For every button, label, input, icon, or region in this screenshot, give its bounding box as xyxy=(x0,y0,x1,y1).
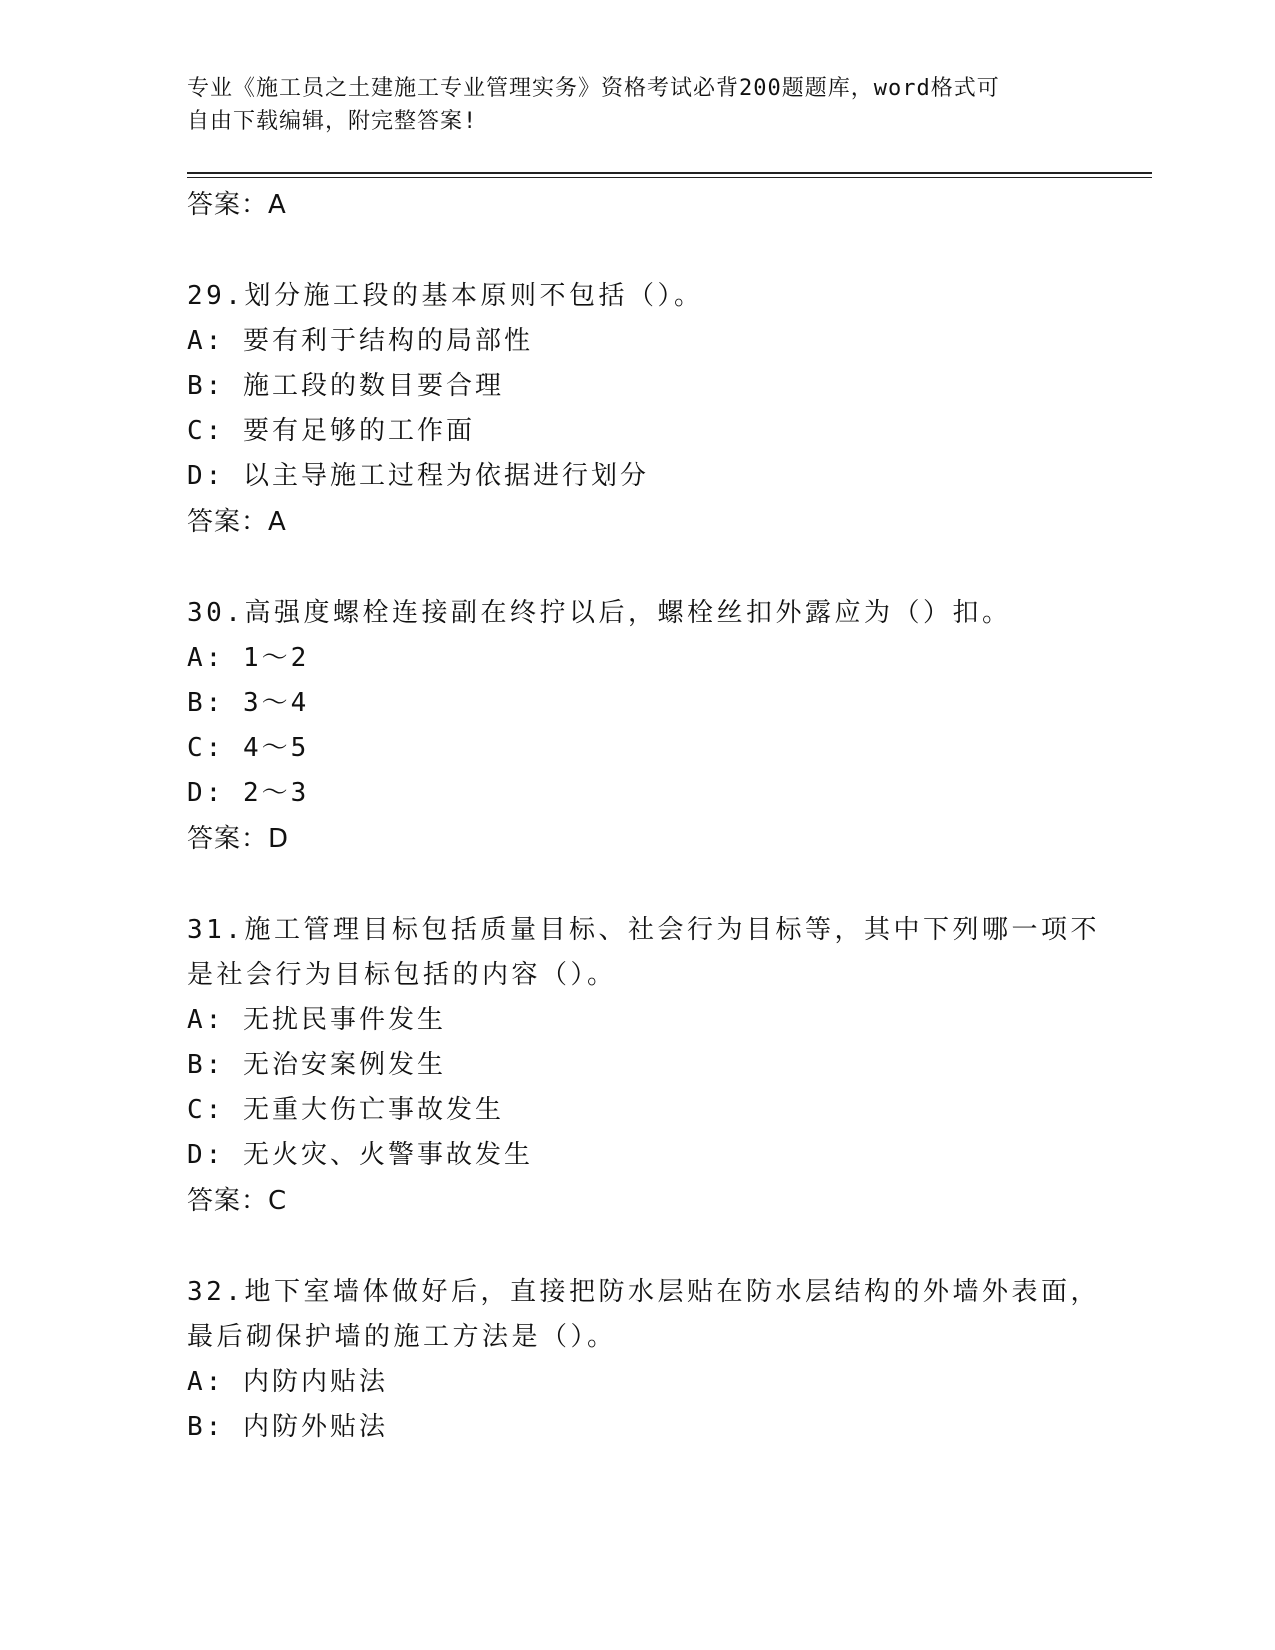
question-stem-line-1: 31.施工管理目标包括质量目标、社会行为目标等，其中下列哪一项不 xyxy=(187,915,1100,945)
question-stem-line-1: 32.地下室墙体做好后，直接把防水层贴在防水层结构的外墙外表面， xyxy=(187,1277,1100,1307)
option-a: A: 1～2 xyxy=(187,643,310,673)
option-b: B: 3～4 xyxy=(187,688,310,718)
option-a: A: 无扰民事件发生 xyxy=(187,1005,446,1035)
question-stem: 29.划分施工段的基本原则不包括（）。 xyxy=(187,281,704,311)
question-29 xyxy=(187,274,1152,545)
answer-29: 答案：A xyxy=(187,507,287,537)
question-30 xyxy=(187,591,1152,862)
option-c: C: 要有足够的工作面 xyxy=(187,416,475,446)
option-d: D: 无火灾、火警事故发生 xyxy=(187,1140,533,1170)
header-divider xyxy=(187,172,1152,178)
option-a: A: 要有利于结构的局部性 xyxy=(187,326,533,356)
question-stem-line-2: 是社会行为目标包括的内容（）。 xyxy=(187,960,617,990)
document-header-line-1: 专业《施工员之土建施工专业管理实务》资格考试必背200题题库，word格式可 xyxy=(187,76,1000,101)
question-32 xyxy=(187,1270,1152,1450)
option-a: A: 内防内贴法 xyxy=(187,1367,388,1397)
question-stem: 30.高强度螺栓连接副在终拧以后，螺栓丝扣外露应为（）扣。 xyxy=(187,598,1012,628)
option-d: D: 2～3 xyxy=(187,778,310,808)
option-b: B: 内防外贴法 xyxy=(187,1412,388,1442)
option-d: D: 以主导施工过程为依据进行划分 xyxy=(187,461,649,491)
document-page xyxy=(187,72,1152,1450)
answer-31: 答案：C xyxy=(187,1186,288,1216)
option-b: B: 无治安案例发生 xyxy=(187,1050,446,1080)
question-stem-line-2: 最后砌保护墙的施工方法是（）。 xyxy=(187,1322,617,1352)
question-31 xyxy=(187,908,1152,1224)
answer-28: 答案：A xyxy=(187,190,287,220)
option-b: B: 施工段的数目要合理 xyxy=(187,371,504,401)
option-c: C: 无重大伤亡事故发生 xyxy=(187,1095,504,1125)
answer-30: 答案：D xyxy=(187,824,290,854)
document-header-line-2: 自由下载编辑，附完整答案! xyxy=(187,109,478,134)
option-c: C: 4～5 xyxy=(187,733,310,763)
